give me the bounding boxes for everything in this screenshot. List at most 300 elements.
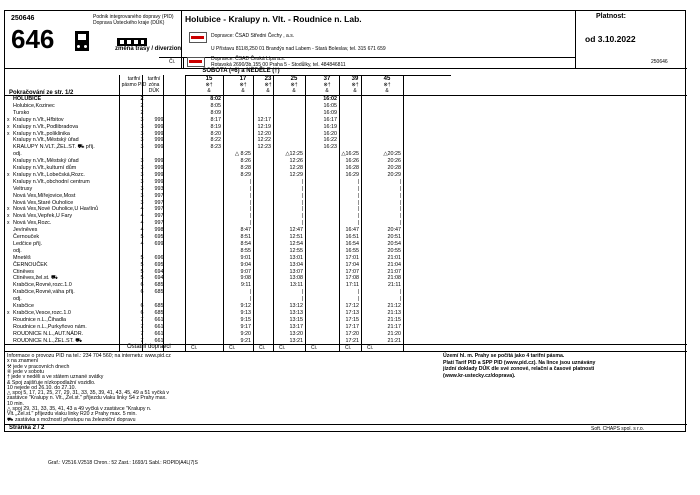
departure-time: 12:54 <box>289 240 303 247</box>
trip-mark: ⊗† <box>383 82 391 88</box>
departure-time: 12:55 <box>289 247 303 254</box>
departure-time: 8:26 <box>240 158 251 165</box>
tariff-zone-pid: 7 <box>140 316 144 323</box>
stop-name: KRALUPY N.VLT.,ŽEL.ST. ⛟ příj. <box>13 144 95 151</box>
departure-time: | <box>301 296 303 303</box>
footer-label: Ostatní dopravci <box>127 344 171 350</box>
legend-note: ⛟ zastávka s možností přestupu na železniční dopravu <box>7 416 136 423</box>
departure-time: 12:47 <box>289 227 303 234</box>
departure-time: 12:23 <box>257 144 271 151</box>
tariff-zone-duk: 999 <box>154 123 164 130</box>
tariff-zone-duk: 694 <box>154 275 164 282</box>
day-label: SOBOTA (≈6) a NEDĚLE (†) <box>202 68 280 74</box>
departure-time: | <box>399 199 401 206</box>
tariff-zone-pid: 3 <box>140 116 144 123</box>
carrier1-name: Dopravce: ČSAD Středni Čechy , a.s. <box>211 33 295 39</box>
stop-name: Roudnice n.L.,Purkyňovo nám. <box>13 323 87 330</box>
change-note: změna trasy / diverzion <box>115 46 182 52</box>
trip-lowfloor-mark: & <box>385 88 389 94</box>
stop-name: Černouček <box>13 234 40 240</box>
stop-name: odj. <box>13 151 22 158</box>
departure-time: 17:15 <box>345 316 359 323</box>
stop-name: Tursko <box>13 109 30 116</box>
stop-name: Krabčice <box>13 303 34 309</box>
tariff-zone-pid: 3 <box>140 123 144 130</box>
tariff-zone-duk: 997 <box>154 213 164 220</box>
departure-time: 21:21 <box>387 337 401 344</box>
ci-label: Či. <box>169 59 176 65</box>
tariff-zone-pid: 3 <box>140 144 144 151</box>
footer-carrier-value: Či. <box>367 345 374 351</box>
tariff-note: Území hl. m. Prahy se počítá jako 4 tarifní pásma. <box>443 353 565 359</box>
departure-time: △16:25 <box>341 151 359 158</box>
trip-lowfloor-mark: & <box>292 88 296 94</box>
departure-time: | <box>301 192 303 199</box>
tariff-zone-duk: 999 <box>154 130 164 137</box>
ids-text-2: Doprava Ústeckého kraje (DÚK) <box>93 20 165 26</box>
departure-time: 12:20 <box>257 130 271 137</box>
departure-time: 9:08 <box>240 275 251 282</box>
departure-time: | <box>357 192 359 199</box>
tariff-zone-pid: 6 <box>140 303 144 309</box>
trip-number: 17 <box>239 76 247 82</box>
trip-mark: ⊗† <box>290 82 298 88</box>
request-stop-flag: x <box>7 130 10 137</box>
tariff-zone-pid: 5 <box>140 268 144 275</box>
tariff-zone-pid: 2 <box>140 102 144 109</box>
page-label: Stránka 2 / 2 <box>9 425 45 431</box>
request-stop-flag: x <box>7 171 10 178</box>
tariff-zone-duk: 685 <box>154 303 164 309</box>
departure-time: 13:12 <box>289 303 303 309</box>
tariff-zone-pid: 4 <box>140 213 144 220</box>
stop-name: Ctiněves,žel.st. ⛟ <box>13 275 58 282</box>
stop-name: Mnetěš <box>13 254 31 261</box>
request-stop-flag: x <box>7 309 10 316</box>
departure-time: 8:55 <box>240 247 251 254</box>
departure-time: 9:20 <box>240 330 251 337</box>
validity-label: Platnost: <box>596 13 626 20</box>
departure-time: | <box>357 178 359 185</box>
stop-name: Nová Ves,Mířejovice,Most <box>13 192 76 199</box>
stop-name: Nová Ves,Rozc. <box>13 220 52 227</box>
legend-note: ⚒ jede v pracovních dnech <box>7 363 70 370</box>
departure-time: 8:17 <box>210 116 221 123</box>
departure-time: 12:22 <box>257 137 271 144</box>
departure-time: 16:22 <box>323 137 337 144</box>
bottom-status: Graf.: V2516.V2518 Chron.: 52 Zast.: 1693/1 Sabl.: ROPID|A4L|7|S <box>48 460 198 466</box>
departure-time: 17:04 <box>345 261 359 268</box>
tariff-zone-duk: 997 <box>154 192 164 199</box>
departure-time: | <box>249 220 251 227</box>
request-stop-flag: x <box>7 220 10 227</box>
footer-carrier-value: Či. <box>345 345 352 351</box>
departure-time: 8:02 <box>210 96 221 102</box>
departure-time: 9:13 <box>240 309 251 316</box>
departure-time: 8:19 <box>210 123 221 130</box>
tariff-zone-pid: 2 <box>140 109 144 116</box>
departure-time: 17:07 <box>345 268 359 275</box>
departure-time: | <box>249 178 251 185</box>
departure-time: 17:08 <box>345 275 359 282</box>
trip-mark: ⊗† <box>205 82 213 88</box>
stop-name: Krabčice,Rovné,váha příj. <box>13 289 75 296</box>
tariff-zone-pid: 7 <box>140 323 144 330</box>
tariff-zone-duk: 998 <box>154 227 164 234</box>
departure-time: 13:07 <box>289 268 303 275</box>
departure-time: | <box>249 213 251 220</box>
departure-time: 8:22 <box>210 137 221 144</box>
trip-number: 25 <box>290 76 298 82</box>
tariff-zone-pid: 6 <box>140 282 144 289</box>
departure-time: 12:17 <box>257 116 271 123</box>
stop-name: Kralupy n.Vlt.,poliklinika <box>13 130 70 137</box>
stop-name: Ctiněves <box>13 268 34 275</box>
departure-time: | <box>301 185 303 192</box>
departure-time: | <box>249 185 251 192</box>
ids-text-1: Podnik integrovaného dopravy (PID) <box>93 14 174 20</box>
tariff-note: (www.kr-ustecky.cz/doprava). <box>443 372 516 379</box>
departure-time: | <box>249 192 251 199</box>
legend-note: x na znamení <box>7 358 39 365</box>
stop-name: Ledčice příj. <box>13 240 43 247</box>
stop-name: Nová Ves,Nové Ouholice,U Havlínů <box>13 206 99 213</box>
legend-note: 10 min. <box>7 400 25 407</box>
departure-time: 9:11 <box>240 282 251 289</box>
tariff-zone-duk: 999 <box>154 165 164 171</box>
tariff-zone-pid: 4 <box>140 240 144 247</box>
legend-note: † jede v neděli a ve státem uznané svátky <box>7 374 104 381</box>
departure-time: | <box>399 289 401 296</box>
stop-name: Roudnice n.L.,Čihadla <box>13 316 67 323</box>
stop-name: Veltrusy <box>13 185 33 192</box>
tariff-zone-duk: 993 <box>154 185 164 192</box>
tariff-zone-duk: 999 <box>154 178 164 185</box>
departure-time: 16:09 <box>323 109 337 116</box>
stop-name: ČERNOUČEK <box>13 261 48 268</box>
tariff-note: jízdní doklady DÚK dle své zonové, relační a časové platnosti <box>443 366 595 372</box>
departure-time: 16:17 <box>323 116 337 123</box>
trip-number: 45 <box>383 76 391 82</box>
departure-time: 16:55 <box>345 247 359 254</box>
tariff-zone-duk: 997 <box>154 206 164 213</box>
departure-time: 20:54 <box>387 240 401 247</box>
departure-time: | <box>249 206 251 213</box>
departure-time: 9:15 <box>240 316 251 323</box>
departure-time: 13:15 <box>289 316 303 323</box>
departure-time: 17:21 <box>345 337 359 344</box>
carrier2-logo-icon <box>187 57 205 67</box>
pid-logo-icon <box>117 33 147 41</box>
legend-note: △ spoj 29, 31, 33, 35, 41, 43 a 49 vyčká v zastávce "Kralupy n. <box>7 406 152 412</box>
stop-name: Kralupy n.Vlt.,Hřbitov <box>13 116 64 123</box>
trip-mark: ⊗† <box>264 82 272 88</box>
departure-time: | <box>357 185 359 192</box>
departure-time: | <box>249 199 251 206</box>
trip-number: 37 <box>323 76 331 82</box>
departure-time: 17:17 <box>345 323 359 330</box>
carrier1-address: U Přístavu 811/8,250 01 Brandýs nad Labem - Stará Boleslav, tel. 315 671 659 <box>211 46 386 52</box>
footer-carrier-value: Či. <box>191 345 198 351</box>
departure-time: 20:28 <box>387 165 401 171</box>
tariff-zone-duk: 999 <box>154 116 164 123</box>
request-stop-flag: x <box>7 213 10 220</box>
tariff-zone-pid: 3 <box>140 192 144 199</box>
departure-time: 21:12 <box>387 303 401 309</box>
departure-time: 21:08 <box>387 275 401 282</box>
departure-time: 9:17 <box>240 323 251 330</box>
departure-time: 8:54 <box>240 240 251 247</box>
stop-name: Krabčice,Rovné,rozc.1.0 <box>13 282 72 289</box>
legend-note: △ spoj 5, 17, 21, 25, 27, 29, 31, 33, 35, 39, 41, 43, 45, 49 a 51 vyčká v <box>7 390 170 397</box>
departure-time: 8:05 <box>210 102 221 109</box>
departure-time: 16:02 <box>323 96 337 102</box>
departure-time: | <box>301 220 303 227</box>
departure-time: 16:20 <box>323 130 337 137</box>
tariff-zone-pid: 4 <box>140 220 144 227</box>
pasmo-col-header: tarifní pásmo PID <box>121 76 147 88</box>
stop-name: HOLUBICE <box>13 96 42 102</box>
departure-time: △20:25 <box>383 151 401 158</box>
departure-time: 8:20 <box>210 130 221 137</box>
departure-time: 9:07 <box>240 268 251 275</box>
trip-lowfloor-mark: & <box>353 88 357 94</box>
departure-time: 9:01 <box>240 254 251 261</box>
tariff-zone-pid: 7 <box>140 337 144 344</box>
zona-col-header: tarifní zóna DÚK <box>147 76 161 94</box>
trip-number: 15 <box>205 76 213 82</box>
departure-time: | <box>399 220 401 227</box>
stops-col-header: Pokračování ze str. 1/2 <box>9 90 74 96</box>
trip-mark: ⊗† <box>323 82 331 88</box>
carrier2-address: Rotavská 2690/3b,155 00 Praha 5 - Stodůlky, tel. 484846811 <box>211 62 346 68</box>
stop-name: Kralupy n.Vlt.,Městský úřad <box>13 158 79 165</box>
departure-time: 20:26 <box>387 158 401 165</box>
stop-name: Jevíněves <box>13 227 38 234</box>
departure-time: 17:20 <box>345 330 359 337</box>
stop-name: Kralupy n.Vlt.,Podlibradova <box>13 123 79 130</box>
departure-time: | <box>357 206 359 213</box>
tariff-zone-duk: 997 <box>154 220 164 227</box>
departure-time: 12:26 <box>289 158 303 165</box>
departure-time: 21:20 <box>387 330 401 337</box>
departure-time: 21:04 <box>387 261 401 268</box>
departure-time: 13:21 <box>289 337 303 344</box>
departure-time: 13:17 <box>289 323 303 330</box>
line-number: 646 <box>11 24 55 54</box>
departure-time: | <box>301 206 303 213</box>
departure-time: | <box>249 289 251 296</box>
legend-note: Vlt.,,Žel.st." příjezdu vlaku linky R20 z Prahy max. 5 min. <box>7 411 137 418</box>
tariff-zone-duk: 997 <box>154 199 164 206</box>
departure-time: 21:01 <box>387 254 401 261</box>
trip-lowfloor-mark: & <box>241 88 245 94</box>
departure-time: 16:26 <box>345 158 359 165</box>
departure-time: 16:54 <box>345 240 359 247</box>
departure-time: | <box>357 220 359 227</box>
tariff-zone-pid: 3 <box>140 130 144 137</box>
departure-time: 20:51 <box>387 234 401 240</box>
departure-time: 20:29 <box>387 171 401 178</box>
tariff-zone-pid: 4 <box>140 227 144 234</box>
tariff-zone-pid: 3 <box>140 158 144 165</box>
departure-time: 21:17 <box>387 323 401 330</box>
departure-time: | <box>399 213 401 220</box>
request-stop-flag: x <box>7 206 10 213</box>
request-stop-flag: x <box>7 123 10 130</box>
tariff-zone-pid: 6 <box>140 289 144 296</box>
tariff-zone-duk: 685 <box>154 282 164 289</box>
carrier1-logo-icon <box>189 32 207 43</box>
departure-time: 8:23 <box>210 144 221 151</box>
footer-carrier-value: Či. <box>311 345 318 351</box>
stop-name: Kralupy n.Vlt.,Městský úřad <box>13 137 79 144</box>
departure-time: 16:51 <box>345 234 359 240</box>
departure-time: 9:04 <box>240 261 251 268</box>
departure-time: 8:47 <box>240 227 251 234</box>
tariff-zone-pid: 3 <box>140 185 144 192</box>
departure-time: | <box>399 185 401 192</box>
departure-time: 21:11 <box>387 282 401 289</box>
departure-time: 16:29 <box>345 171 359 178</box>
tariff-zone-pid: 2 <box>140 96 144 102</box>
tariff-zone-duk: 999 <box>154 158 164 165</box>
stop-name: Kralupy n.Vlt.,Lobečská,Rozc. <box>13 171 85 178</box>
departure-time: 13:13 <box>289 309 303 316</box>
departure-time: | <box>399 206 401 213</box>
departure-time: △ 8:25 <box>234 151 251 158</box>
timetable-sheet <box>4 10 686 432</box>
trip-number: 39 <box>351 76 359 82</box>
footer-carrier-value: Či. <box>279 345 286 351</box>
software-credit: Soft. CHAPS spol. s r.o. <box>591 426 645 432</box>
stop-name: Krabčice,Vesce,rozc.1.0 <box>13 309 71 316</box>
departure-time: 16:47 <box>345 227 359 234</box>
departure-time: 13:20 <box>289 330 303 337</box>
departure-time: 9:21 <box>240 337 251 344</box>
departure-time: | <box>357 289 359 296</box>
code-right: 250646 <box>651 59 668 65</box>
legend-note: zastávce "Kralupy n. Vlt.,,Žel.st." příjezdu vlaku linky S4 z Prahy max. <box>7 395 167 402</box>
validity-date: od 3.10.2022 <box>585 34 636 44</box>
departure-time: | <box>399 178 401 185</box>
tariff-zone-duk: 696 <box>154 254 164 261</box>
departure-time: 20:55 <box>387 247 401 254</box>
tariff-zone-pid: 3 <box>140 199 144 206</box>
departure-time: 8:28 <box>240 165 251 171</box>
trip-lowfloor-mark: & <box>266 88 270 94</box>
tariff-zone-pid: 4 <box>140 206 144 213</box>
departure-time: 12:28 <box>289 165 303 171</box>
departure-time: 13:01 <box>289 254 303 261</box>
departure-time: 21:15 <box>387 316 401 323</box>
tariff-note: Platí Tarif PID a SPP PID (www.pid.cz). Na lince jsou uznávány <box>443 359 596 366</box>
departure-time: | <box>357 213 359 220</box>
tariff-zone-duk: 999 <box>154 171 164 178</box>
bus-icon <box>75 31 89 51</box>
tariff-zone-duk: 695 <box>154 234 164 240</box>
line-code: 250646 <box>11 15 35 22</box>
tariff-zone-duk: 999 <box>154 137 164 144</box>
trip-mark: ⊗† <box>351 82 359 88</box>
departure-time: | <box>399 192 401 199</box>
stop-name: Kralupy n.Vlt.,obchodní centrum <box>13 178 90 185</box>
tariff-zone-pid: 3 <box>140 165 144 171</box>
tariff-zone-duk: 661 <box>154 323 164 330</box>
legend-note: Informace o provozu PID na tel.: 234 704 560; na internetu: www.pid.cz <box>7 353 171 359</box>
trip-lowfloor-mark: & <box>207 88 211 94</box>
tariff-zone-pid: 6 <box>140 309 144 316</box>
stop-name: odj. <box>13 247 22 254</box>
tariff-zone-pid: 5 <box>140 275 144 282</box>
departure-time: 21:13 <box>387 309 401 316</box>
stop-name: Holubice,Kozinec <box>13 102 55 109</box>
departure-time: 9:12 <box>240 303 251 309</box>
departure-time: | <box>301 289 303 296</box>
departure-time: | <box>301 178 303 185</box>
departure-time: | <box>357 296 359 303</box>
tariff-zone-pid: 5 <box>140 254 144 261</box>
departure-time: 13:04 <box>289 261 303 268</box>
stop-name: Kralupy n.Vlt.,kulturní dům <box>13 165 77 171</box>
departure-time: 8:29 <box>240 171 251 178</box>
departure-time: 17:01 <box>345 254 359 261</box>
tariff-zone-duk: 999 <box>154 144 164 151</box>
departure-time: 20:47 <box>387 227 401 234</box>
departure-time: △12:25 <box>285 151 303 158</box>
tariff-zone-duk: 661 <box>154 330 164 337</box>
stop-name: ROUDNICE N.L.,ŽEL.ST. ⛟ <box>13 337 83 344</box>
tariff-zone-duk: 685 <box>154 309 164 316</box>
tariff-zone-duk: 661 <box>154 316 164 323</box>
departure-time: | <box>301 199 303 206</box>
request-stop-flag: x <box>7 116 10 123</box>
tariff-zone-pid: 3 <box>140 137 144 144</box>
departure-time: 16:19 <box>323 123 337 130</box>
departure-time: 13:11 <box>289 282 303 289</box>
carrier2-name: Dopravce: ČSAD Česká Lípa a.s. <box>211 56 286 62</box>
tariff-zone-duk: 699 <box>154 240 164 247</box>
tariff-zone-pid: 7 <box>140 330 144 337</box>
departure-time: 12:29 <box>289 171 303 178</box>
tariff-zone-duk: 695 <box>154 261 164 268</box>
departure-time: 8:51 <box>240 234 251 240</box>
departure-time: 13:08 <box>289 275 303 282</box>
departure-time: | <box>357 199 359 206</box>
tariff-zone-pid: 3 <box>140 178 144 185</box>
footer-carrier-value: Či. <box>259 345 266 351</box>
departure-time: | <box>301 213 303 220</box>
departure-time: 12:19 <box>257 123 271 130</box>
legend-note: & Spoj zajišťuje nízkopodlažní vozidlo. <box>7 379 96 386</box>
departure-time: | <box>249 296 251 303</box>
route-title: Holubice - Kralupy n. Vlt. - Roudnice n. Lab. <box>185 14 362 24</box>
stop-name: odj. <box>13 296 22 303</box>
tariff-zone-pid: 5 <box>140 234 144 240</box>
trip-mark: ⊗† <box>239 82 247 88</box>
tariff-zone-duk: 694 <box>154 268 164 275</box>
departure-time: 16:05 <box>323 102 337 109</box>
departure-time: 16:23 <box>323 144 337 151</box>
legend-note: 10 nejede od 26.10. do 27.10. <box>7 384 76 391</box>
tariff-zone-pid: 5 <box>140 261 144 268</box>
footer-carrier-value: Či. <box>229 345 236 351</box>
stop-name: Nová Ves,Vepřek,U Fary <box>13 213 73 220</box>
stop-name: Nová Ves,Staré Ouholice <box>13 199 74 206</box>
departure-time: 17:12 <box>345 303 359 309</box>
departure-time: 17:11 <box>345 282 359 289</box>
departure-time: 21:07 <box>387 268 401 275</box>
